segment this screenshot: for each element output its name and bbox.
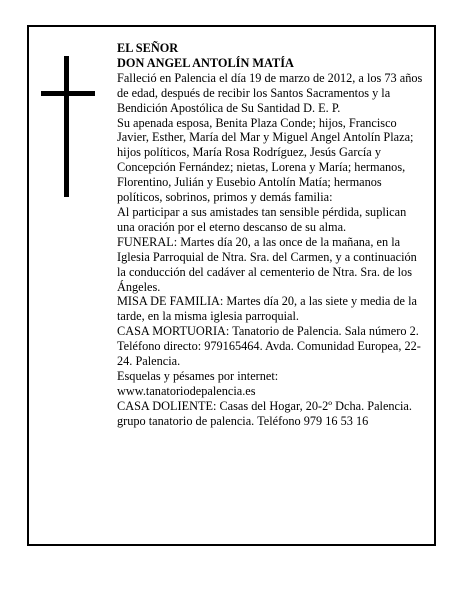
- cross-horizontal-bar: [41, 91, 95, 96]
- footer-contact: grupo tanatorio de palencia. Teléfono 979 16 53 16: [117, 413, 369, 428]
- death-announcement: Falleció en Palencia el día 19 de marzo de 2012, a los 73 años de edad, después de recibir los Santos Sacramentos y la Bendición Apostólica de Su Santidad D. E. P.: [117, 70, 423, 115]
- funeral-info: FUNERAL: Martes día 20, a las once de la mañana, en la Iglesia Parroquial de Ntra. Sra. del Carmen, y a continuación la conducción del cadáver al cementerio de Ntra. Sra. de los Ángeles.: [117, 234, 417, 294]
- website-text: www.tanatoriodepalencia.es: [117, 383, 256, 398]
- notice-text: [117, 41, 423, 429]
- heading-title: EL SEÑOR: [117, 41, 179, 55]
- cross-icon: [41, 56, 95, 197]
- funeral-home-info: CASA MORTUORIA: Tanatorio de Palencia. Sala número 2. Teléfono directo: 979165464. Avda. Comunidad Europea, 22-24. Palencia.: [117, 324, 421, 369]
- heading-name: DON ANGEL ANTOLÍN MATÍA: [117, 55, 294, 70]
- cross-vertical-bar: [64, 56, 69, 197]
- family-list: Su apenada esposa, Benita Plaza Conde; hijos, Francisco Javier, Esther, María del Mar y Miguel Angel Antolín Plaza; hijos políticos, María Rosa Rodríguez, Jesús García y Concepción Fernández; nietas, Lorena y María; hermanos, Florentino, Julián y Eusebio Antolín Matía; hermanos políticos, sobrinos, primos y demás familia:: [117, 115, 414, 205]
- online-condolences-label: Esquelas y pésames por internet:: [117, 368, 279, 383]
- mourning-house-info: CASA DOLIENTE: Casas del Hogar, 20-2º Dcha. Palencia.: [117, 398, 412, 413]
- prayer-request: Al participar a sus amistades tan sensible pérdida, suplican una oración por el eterno descanso de su alma.: [117, 204, 407, 234]
- obituary-notice: [27, 25, 436, 546]
- family-mass-info: MISA DE FAMILIA: Martes día 20, a las siete y media de la tarde, en la misma iglesia parroquial.: [117, 294, 417, 324]
